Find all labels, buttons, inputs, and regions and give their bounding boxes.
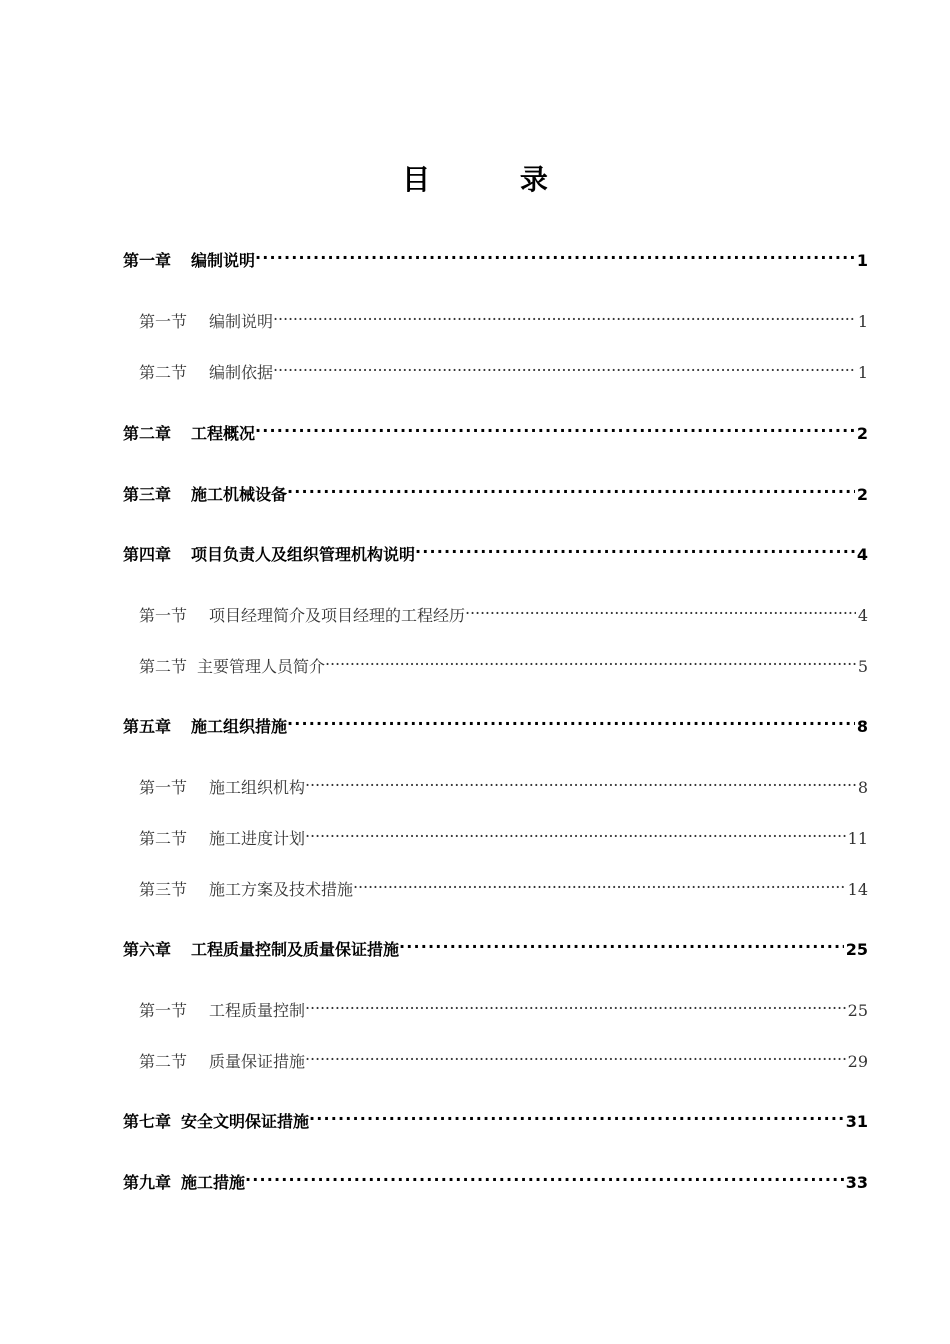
toc-page-number: 1	[857, 312, 868, 331]
dot-leader	[255, 415, 855, 439]
toc-entry-label: 第三节 施工方案及技术措施	[139, 880, 354, 899]
toc-entry-label: 第二节 编制依据	[139, 363, 274, 382]
toc-entry-chapter-5[interactable]	[123, 708, 868, 736]
dot-leader	[287, 708, 855, 732]
toc-entry-chapter-3[interactable]	[123, 476, 868, 504]
dot-leader	[305, 1043, 846, 1067]
toc-entry-chapter-1[interactable]	[123, 242, 868, 270]
toc-entry-section-1-2[interactable]	[139, 354, 868, 382]
toc-page-number: 8	[857, 778, 868, 797]
dot-leader	[305, 992, 846, 1016]
dot-leader	[255, 242, 855, 266]
toc-entry-chapter-7[interactable]	[123, 1103, 868, 1131]
dot-leader	[415, 536, 855, 560]
toc-page-number: 4	[857, 606, 868, 625]
toc-entry-label: 第二节 主要管理人员简介	[139, 657, 326, 676]
toc-entry-label: 第二章 工程概况	[123, 424, 256, 443]
toc-entry-label: 第二节 施工进度计划	[139, 829, 306, 848]
toc-entry-section-5-1[interactable]	[139, 769, 868, 797]
toc-page-number: 8	[856, 717, 868, 736]
toc-entry-label: 第一节 施工组织机构	[139, 778, 306, 797]
dot-leader	[353, 871, 846, 895]
toc-entry-label: 第六章 工程质量控制及质量保证措施	[123, 940, 400, 959]
toc-page-number: 2	[856, 485, 868, 504]
toc-entry-label: 第七章 安全文明保证措施	[123, 1112, 310, 1131]
toc-entry-section-6-1[interactable]	[139, 992, 868, 1020]
toc-entry-section-6-2[interactable]	[139, 1043, 868, 1071]
dot-leader	[273, 354, 856, 378]
dot-leader	[305, 820, 846, 844]
toc-entry-label: 第二节 质量保证措施	[139, 1052, 306, 1071]
toc-entry-label: 第五章 施工组织措施	[123, 717, 288, 736]
toc-entry-section-4-1[interactable]	[139, 597, 868, 625]
toc-entry-label: 第四章 项目负责人及组织管理机构说明	[123, 545, 416, 564]
toc-page-number: 31	[845, 1112, 868, 1131]
toc-entry-chapter-9[interactable]	[123, 1164, 868, 1192]
toc-entry-section-5-2[interactable]	[139, 820, 868, 848]
toc-page-number: 25	[847, 1001, 868, 1020]
toc-page-number: 11	[847, 829, 868, 848]
toc-entry-section-5-3[interactable]	[139, 871, 868, 899]
toc-entry-chapter-2[interactable]	[123, 415, 868, 443]
toc-page-number: 1	[856, 251, 868, 270]
toc-entry-label: 第九章 施工措施	[123, 1173, 246, 1192]
toc-page-number: 5	[857, 657, 868, 676]
toc-entry-chapter-6[interactable]	[123, 931, 868, 959]
dot-leader	[309, 1103, 844, 1127]
toc-page-number: 29	[847, 1052, 868, 1071]
dot-leader	[287, 476, 855, 500]
dot-leader	[245, 1164, 844, 1188]
toc-entry-section-1-1[interactable]	[139, 303, 868, 331]
toc-page-number: 25	[845, 940, 868, 959]
dot-leader	[325, 648, 856, 672]
dot-leader	[399, 931, 844, 955]
toc-page-number: 1	[857, 363, 868, 382]
toc-entry-label: 第一节 项目经理简介及项目经理的工程经历	[139, 606, 466, 625]
toc-entry-section-4-2[interactable]	[139, 648, 868, 676]
toc-page-number: 4	[856, 545, 868, 564]
toc-entry-label: 第一节 工程质量控制	[139, 1001, 306, 1020]
dot-leader	[273, 303, 856, 327]
page-title: 目 录	[402, 163, 588, 196]
toc-page-number: 2	[856, 424, 868, 443]
toc-page-number: 14	[847, 880, 868, 899]
toc-entry-label: 第一章 编制说明	[123, 251, 256, 270]
toc-page-number: 33	[845, 1173, 868, 1192]
dot-leader	[465, 597, 856, 621]
toc-entry-label: 第三章 施工机械设备	[123, 485, 288, 504]
toc-entry-label: 第一节 编制说明	[139, 312, 274, 331]
toc-entry-chapter-4[interactable]	[123, 536, 868, 564]
dot-leader	[305, 769, 856, 793]
